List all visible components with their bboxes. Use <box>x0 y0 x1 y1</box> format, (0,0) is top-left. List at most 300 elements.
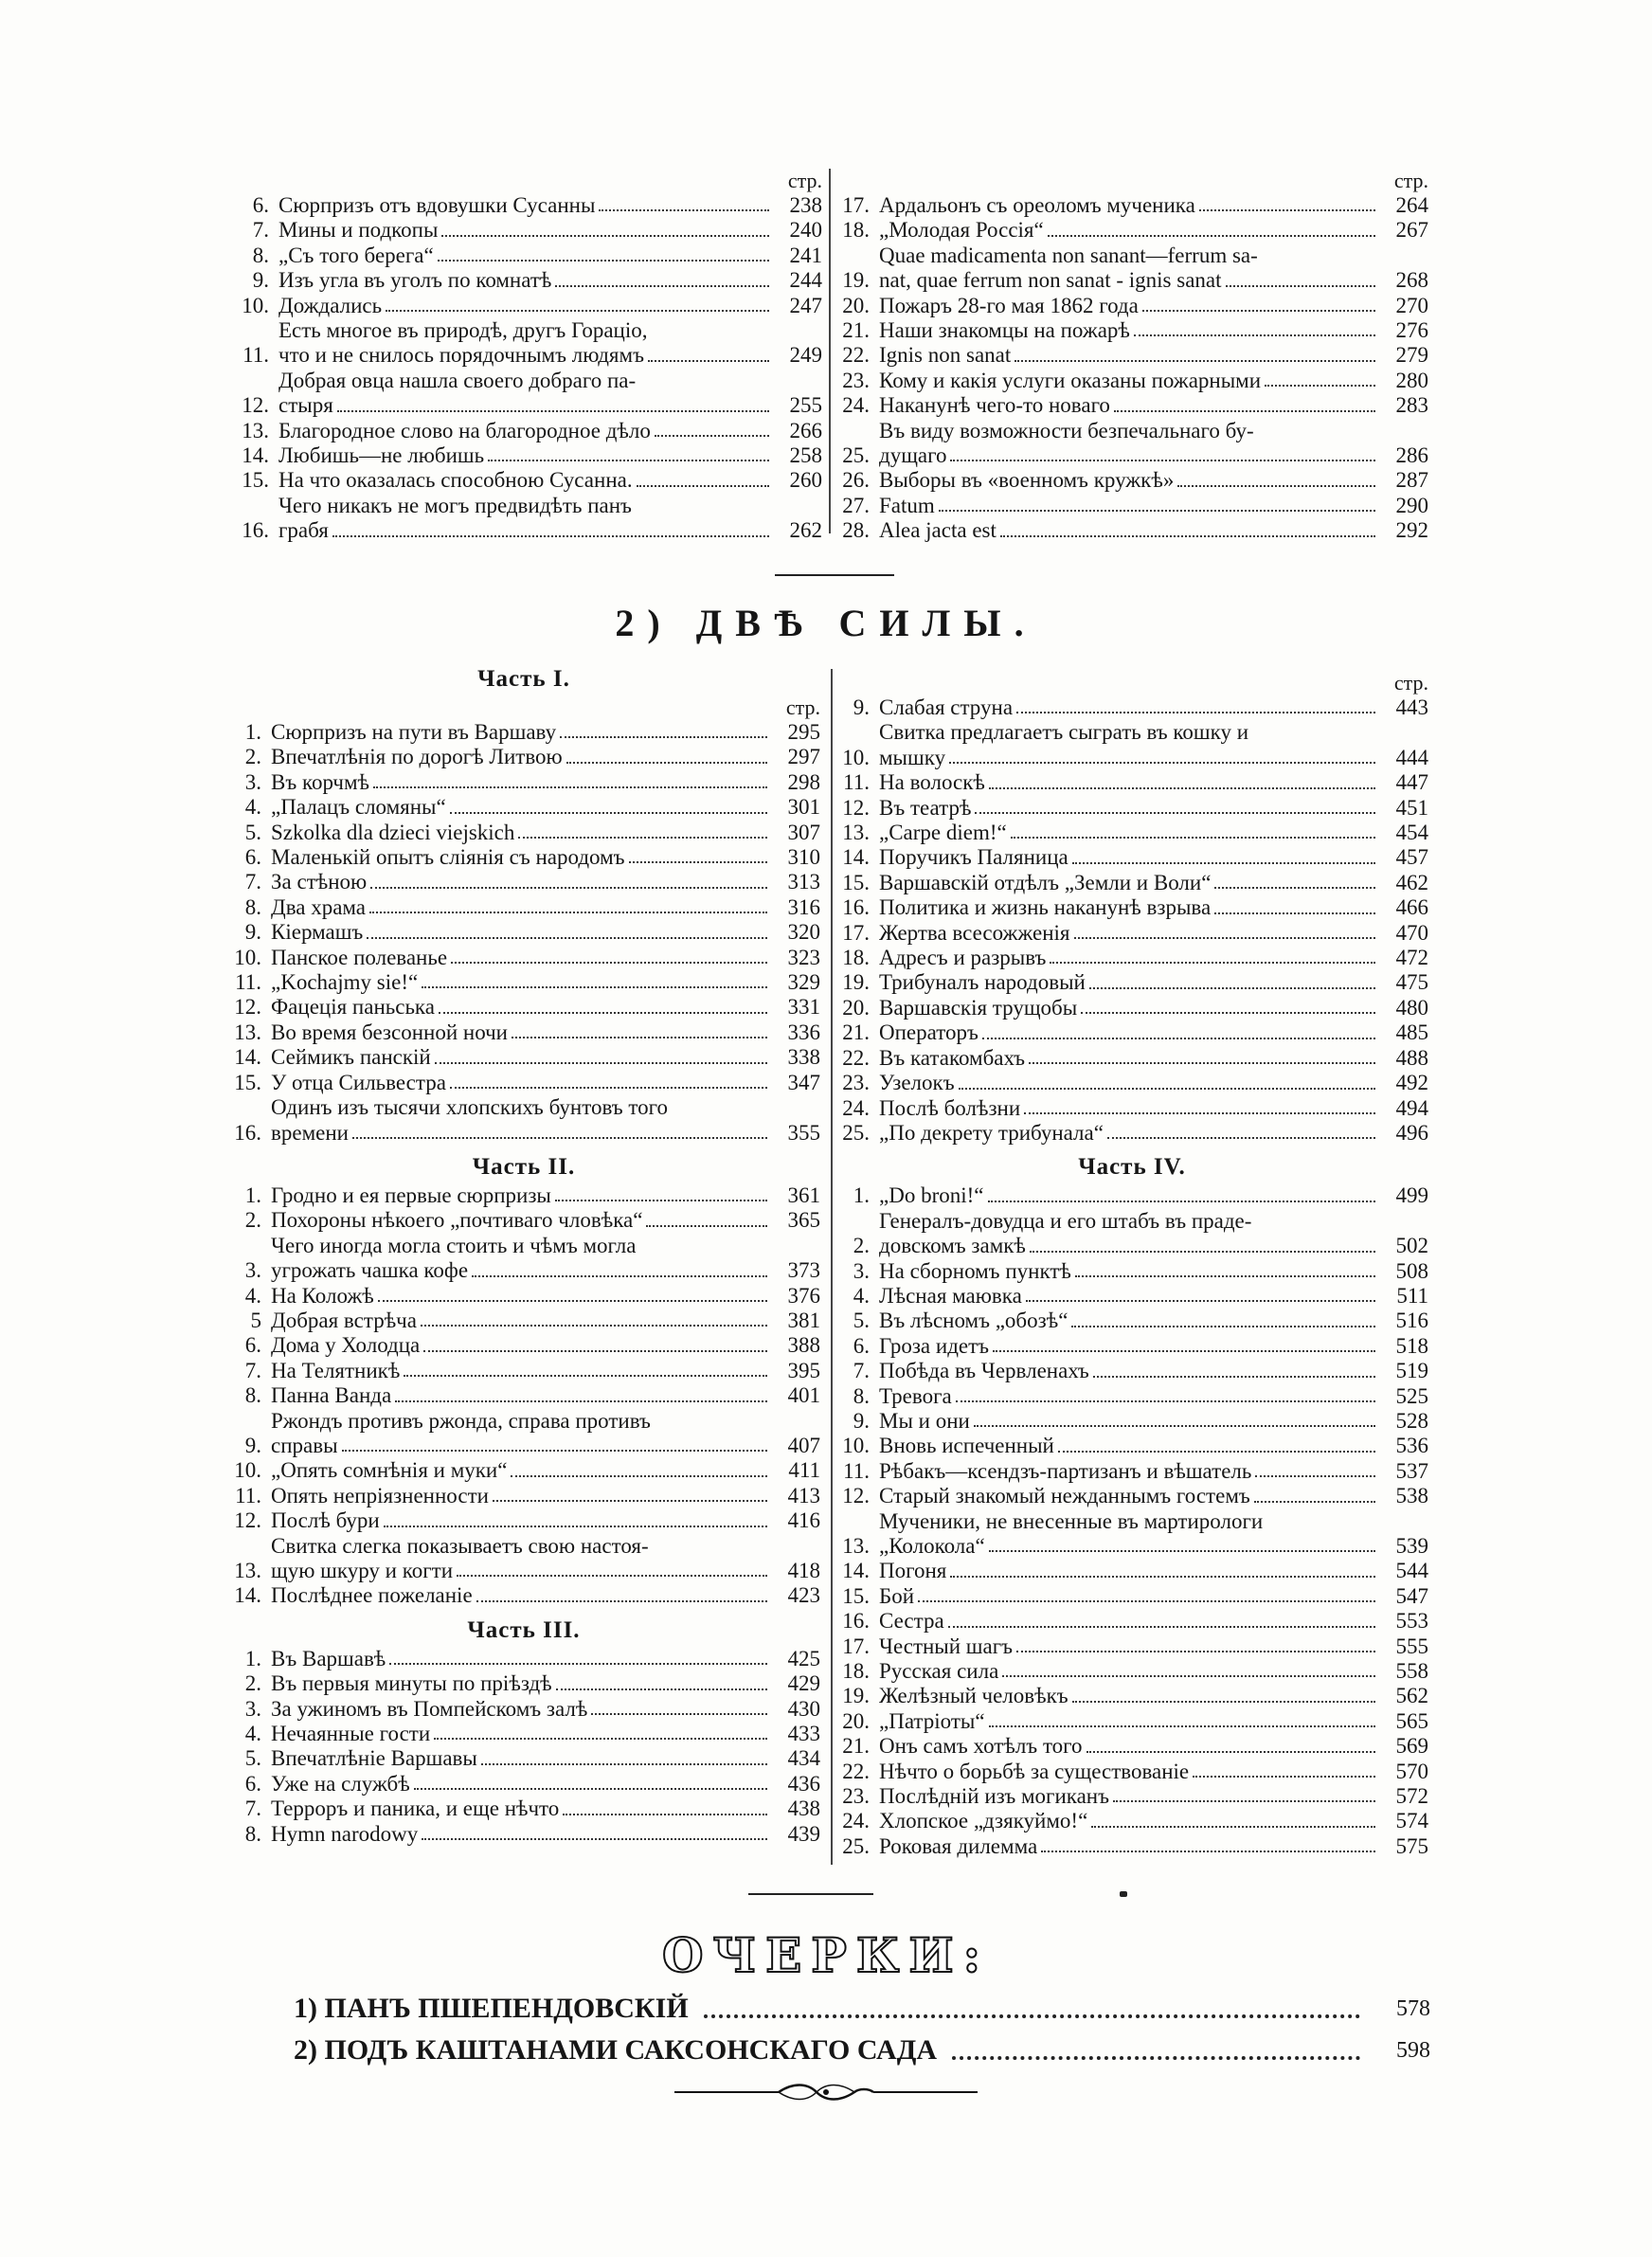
entry-title: Въ Варшавѣ <box>271 1646 386 1670</box>
entry-line <box>879 1559 1428 1583</box>
entry-page: 361 <box>787 1183 820 1207</box>
leader-dots <box>1024 1112 1375 1114</box>
toc-entry <box>835 1384 1428 1409</box>
entry-body <box>271 770 820 795</box>
toc-entry <box>227 1772 820 1797</box>
entry-line <box>271 821 820 845</box>
leader-dots <box>956 1400 1375 1402</box>
entry-number: 8. <box>252 243 269 267</box>
entry-body <box>271 1697 820 1722</box>
entry-title: Мученики, не внесенные въ мартирологи <box>879 1508 1264 1533</box>
entry-title: Fatum <box>879 493 935 517</box>
entry-line <box>879 970 1428 995</box>
entry-page: 298 <box>787 769 820 794</box>
leader-dots <box>563 1814 767 1815</box>
entry-line <box>879 1709 1428 1734</box>
leader-dots <box>1016 1651 1375 1652</box>
entry-title: Панское полеванье <box>271 945 448 969</box>
entry-title: Ардальонъ съ ореоломъ мученика <box>879 193 1195 217</box>
entry-page: 407 <box>787 1433 820 1457</box>
leader-dots <box>1058 1451 1375 1453</box>
entry-page: 279 <box>1395 343 1428 368</box>
entry-number: 10. <box>234 945 261 969</box>
entry-number: 27. <box>842 493 870 517</box>
entry-body <box>879 1809 1428 1833</box>
entry-title: угрожать чашка кофе <box>271 1258 469 1283</box>
toc-entry <box>835 468 1428 493</box>
entry-title: На что оказалась способною Сусанна. <box>278 468 633 493</box>
toc-entry <box>227 1583 820 1608</box>
leader-dots <box>704 2014 1360 2018</box>
entry-line <box>879 1584 1428 1609</box>
entry-body <box>879 1584 1428 1609</box>
toc-entry <box>227 745 820 769</box>
entry-number: 9. <box>853 695 870 719</box>
entry-number: 11. <box>843 1458 870 1483</box>
entry-title: Quae madicamenta non sanant—ferrum sa- <box>879 243 1258 267</box>
end-ornament <box>674 2081 978 2104</box>
entry-body <box>879 845 1428 870</box>
entry-title: Мины и подкопы <box>278 218 439 243</box>
entry-number: 8. <box>853 1383 870 1408</box>
entry-body <box>278 468 822 493</box>
leader-dots <box>918 1600 1375 1602</box>
entry-title: Фацецiя паньська <box>271 995 435 1020</box>
entry-line <box>879 1071 1428 1095</box>
entry-page: 423 <box>787 1583 820 1608</box>
toc-right-column <box>835 663 1428 1859</box>
entry-page: 429 <box>787 1671 820 1696</box>
toc-entry <box>835 1334 1428 1359</box>
entry-number: 14. <box>842 1559 870 1583</box>
entry-page: 418 <box>787 1559 820 1582</box>
toc-entry <box>227 1383 820 1408</box>
entry-body <box>879 1209 1428 1259</box>
entry-line <box>278 268 822 293</box>
toc-top-right-column <box>835 169 1428 544</box>
leader-dots <box>556 1688 767 1690</box>
entry-number: 8. <box>244 894 261 919</box>
entry-body <box>879 921 1428 946</box>
part-heading: Часть II. <box>472 1153 576 1180</box>
entry-body <box>271 1208 820 1233</box>
entry-number: 12. <box>842 1484 870 1508</box>
entry-body <box>271 870 820 894</box>
entry-title: „По декрету трибунала“ <box>879 1120 1104 1145</box>
entry-title: Наши знакомцы на пожарѣ <box>879 318 1130 343</box>
leader-dots <box>395 1400 767 1402</box>
entry-body <box>879 821 1428 845</box>
entry-number: 16. <box>242 518 269 543</box>
entry-page: 575 <box>1395 1833 1428 1858</box>
toc-entry <box>835 1434 1428 1458</box>
entry-page: 470 <box>1395 920 1428 945</box>
entry-title: Тревога <box>879 1383 952 1408</box>
entry-number: 9. <box>244 920 261 945</box>
toc-entry <box>227 1722 820 1746</box>
entry-title: Хлопское „дзякуймо!“ <box>879 1809 1088 1833</box>
entry-body <box>271 1458 820 1483</box>
entry-number: 25. <box>842 1833 870 1858</box>
entry-page: 438 <box>787 1797 820 1821</box>
entry-line <box>879 720 1428 745</box>
entry-line <box>879 443 1428 468</box>
entry-line <box>271 770 820 795</box>
entry-title: Въ театрѣ <box>879 795 972 820</box>
entry-body <box>271 895 820 920</box>
entry-page: 260 <box>789 468 822 493</box>
leader-dots <box>555 285 769 287</box>
entry-line <box>278 393 822 418</box>
entry-title: Пожаръ 28-го мая 1862 года <box>879 293 1139 317</box>
leader-dots <box>476 1600 767 1602</box>
entry-line <box>271 720 820 745</box>
part-1-list <box>227 720 820 1146</box>
leader-dots <box>1193 1776 1375 1778</box>
toc-top-left-column <box>235 169 822 544</box>
entry-title: Есть многое въ природѣ, другъ Горацiо, <box>278 318 648 343</box>
entry-page: 539 <box>1395 1534 1428 1558</box>
toc-entry <box>227 995 820 1020</box>
leader-dots <box>950 1576 1375 1578</box>
entry-body <box>879 393 1428 418</box>
entry-body <box>271 995 820 1020</box>
toc-entry <box>227 1045 820 1070</box>
entry-title: Адресъ и разрывъ <box>879 946 1047 970</box>
entry-body <box>271 1647 820 1671</box>
entry-line <box>271 1434 820 1458</box>
entry-title: что и не снилось порядочнымъ людямъ <box>278 343 644 368</box>
entry-line <box>879 1659 1428 1684</box>
entry-body <box>271 1020 820 1045</box>
leader-dots <box>367 937 767 939</box>
entry-line <box>879 244 1428 268</box>
toc-entry <box>227 795 820 820</box>
leader-dots <box>1134 334 1375 336</box>
entry-body <box>271 1183 820 1208</box>
leader-dots <box>1255 1475 1375 1477</box>
entry-body <box>271 1484 820 1508</box>
toc-entry <box>835 695 1428 720</box>
leader-dots <box>414 1788 767 1790</box>
toc-entry <box>227 1671 820 1696</box>
entry-body <box>879 1459 1428 1484</box>
entry-title: Свитка слегка показываетъ свою настоя- <box>271 1533 649 1558</box>
entry-title: Онъ самъ хотѣлъ того <box>879 1734 1083 1759</box>
entry-number: 20. <box>842 293 870 317</box>
entry-body <box>278 369 822 419</box>
leader-dots <box>1050 962 1375 964</box>
entry-title: Нечаянные гости <box>271 1722 431 1746</box>
toc-entry <box>227 946 820 970</box>
entry-line <box>879 1046 1428 1071</box>
entry-number: 16. <box>842 895 870 920</box>
entry-title: Свитка предлагаетъ сыграть въ кошку и <box>879 720 1249 745</box>
entry-body <box>879 1434 1428 1458</box>
leader-dots <box>518 837 767 839</box>
leader-dots <box>1265 385 1375 387</box>
entry-line <box>879 1409 1428 1434</box>
entry-number: 25. <box>842 1120 870 1145</box>
entry-number: 5. <box>853 1309 870 1333</box>
entry-title: Мы и они <box>879 1408 970 1433</box>
entry-page: 558 <box>1395 1659 1428 1684</box>
entry-page: 266 <box>789 418 822 442</box>
entry-title: Дождались <box>278 293 383 317</box>
entry-body <box>879 494 1428 518</box>
entry-number: 12. <box>234 995 261 1020</box>
entry-body <box>879 1684 1428 1708</box>
entry-page: 572 <box>1395 1784 1428 1809</box>
entry-body <box>271 1534 820 1584</box>
entry-number: 2. <box>853 1234 870 1258</box>
toc-entry <box>835 244 1428 294</box>
essay-title: 2) ПОДЪ КАШТАНАМИ САКСОНСКАГО САДА <box>294 2034 938 2066</box>
leader-dots <box>1041 1851 1375 1852</box>
entry-body <box>879 193 1428 218</box>
leader-dots <box>369 912 767 913</box>
entry-number: 16. <box>234 1120 261 1145</box>
toc-entry <box>235 218 822 243</box>
leader-dots <box>948 1626 1375 1628</box>
entry-page: 244 <box>789 268 822 293</box>
entry-line <box>879 1183 1428 1208</box>
leader-dots <box>959 1088 1375 1090</box>
entry-line <box>271 1559 820 1583</box>
toc-entry <box>227 845 820 870</box>
toc-entry <box>835 1709 1428 1734</box>
entry-number: 3. <box>244 1696 261 1721</box>
entry-page: 290 <box>1395 493 1428 517</box>
leader-dots <box>989 1550 1375 1552</box>
entry-number: 14. <box>842 845 870 870</box>
entry-body <box>271 821 820 845</box>
part-heading: Часть III. <box>467 1616 581 1643</box>
entry-title: Гродно и ея первые сюрпризы <box>271 1183 551 1207</box>
entry-title: Послѣ болѣзни <box>879 1095 1021 1120</box>
toc-entry <box>835 494 1428 518</box>
entry-body <box>879 695 1428 720</box>
entry-number: 7. <box>244 870 261 894</box>
entry-body <box>271 1333 820 1358</box>
entry-title: Послѣднiй изъ могиканъ <box>879 1784 1109 1809</box>
entry-line <box>879 1121 1428 1146</box>
column-divider <box>829 169 831 533</box>
entry-title: Русская сила <box>879 1659 999 1684</box>
leader-dots <box>555 1200 767 1201</box>
entry-page: 447 <box>1395 770 1428 795</box>
leader-dots <box>1214 887 1375 889</box>
entry-number: 20. <box>842 995 870 1020</box>
leader-dots <box>451 962 767 964</box>
leader-dots <box>1199 209 1375 211</box>
entry-title: Добрая встрѣча <box>271 1308 417 1332</box>
entry-line <box>879 1509 1428 1534</box>
entry-number: 13. <box>842 821 870 845</box>
entry-page: 338 <box>787 1045 820 1070</box>
entry-line <box>879 369 1428 393</box>
entry-title: Уже на службѣ <box>271 1771 410 1796</box>
entry-body <box>879 468 1428 493</box>
entry-body <box>879 369 1428 393</box>
entry-body <box>278 218 822 243</box>
entry-number: 6. <box>853 1333 870 1358</box>
toc-entry <box>835 1409 1428 1434</box>
separator-rule <box>775 574 894 576</box>
entry-line <box>879 218 1428 243</box>
toc-entry <box>227 1309 820 1333</box>
toc-entry <box>835 1209 1428 1259</box>
entry-title: Гроза идетъ <box>879 1333 990 1358</box>
entry-number: 15. <box>234 1070 261 1094</box>
entry-line <box>879 518 1428 543</box>
entry-line <box>271 1020 820 1045</box>
entry-title: На Коложѣ <box>271 1283 374 1308</box>
entry-body <box>879 1384 1428 1409</box>
entry-line <box>271 1772 820 1797</box>
leader-dots <box>989 787 1375 789</box>
leader-dots <box>1072 1701 1375 1703</box>
leader-dots <box>1214 912 1375 914</box>
entry-title: Добрая овца нашла своего добраго па- <box>278 368 637 392</box>
entry-title: Любишь—не любишь <box>278 443 485 468</box>
entry-page: 240 <box>789 218 822 243</box>
entry-body <box>879 720 1428 770</box>
entry-page: 295 <box>787 720 820 744</box>
entry-body <box>879 1020 1428 1045</box>
entry-title: Опять непрiязненности <box>271 1483 489 1508</box>
entry-body <box>879 1609 1428 1634</box>
entry-line <box>271 1484 820 1508</box>
entry-number: 12. <box>842 795 870 820</box>
leader-dots <box>421 1325 767 1327</box>
entry-line <box>879 1809 1428 1833</box>
toc-entry <box>227 1697 820 1722</box>
leader-dots <box>1015 360 1375 362</box>
entry-page: 536 <box>1395 1434 1428 1458</box>
entry-body <box>879 1121 1428 1146</box>
entry-page: 297 <box>787 745 820 769</box>
entry-title: Кiермашъ <box>271 920 364 945</box>
toc-entry <box>227 1208 820 1233</box>
entry-line <box>879 193 1428 218</box>
toc-entry <box>835 720 1428 770</box>
toc-entry <box>835 1459 1428 1484</box>
entry-line <box>271 1797 820 1821</box>
entry-number: 13. <box>234 1559 261 1582</box>
entry-body <box>879 1734 1428 1759</box>
leader-dots <box>989 1725 1375 1727</box>
entry-line <box>879 1234 1428 1258</box>
part-4-list <box>835 1183 1428 1859</box>
entry-page: 307 <box>787 820 820 844</box>
entry-page: 472 <box>1395 946 1428 970</box>
entry-line <box>879 343 1428 368</box>
entry-line <box>278 318 822 343</box>
entry-page: 411 <box>788 1458 820 1483</box>
leader-dots <box>450 812 767 814</box>
entry-title: Благородное слово на благородное дѣло <box>278 418 651 442</box>
entry-title: Изъ угла въ уголъ по комнатѣ <box>278 268 552 293</box>
entry-body <box>271 1284 820 1309</box>
toc-entry <box>835 1046 1428 1071</box>
leader-dots <box>646 1225 767 1227</box>
entry-line <box>271 1383 820 1408</box>
entry-number: 10. <box>842 1434 870 1458</box>
entry-body <box>271 1671 820 1696</box>
toc-entry <box>835 518 1428 543</box>
entry-line <box>879 268 1428 293</box>
toc-entry <box>227 1746 820 1771</box>
entry-title: Сюрпризъ отъ вдовушки Сусанны <box>278 193 596 217</box>
entry-line <box>879 821 1428 845</box>
entry-page: 444 <box>1395 745 1428 769</box>
entry-body <box>879 1046 1428 1071</box>
leader-dots <box>337 410 769 412</box>
entry-title: Hymn narodowy <box>271 1821 419 1846</box>
entry-number: 4. <box>244 1283 261 1308</box>
entry-line <box>271 946 820 970</box>
entry-number: 17. <box>842 1634 870 1658</box>
entry-title: довскомъ замкѣ <box>879 1234 1026 1258</box>
entry-page: 373 <box>787 1258 820 1283</box>
entry-page: 555 <box>1395 1634 1428 1658</box>
leader-dots <box>939 510 1375 512</box>
entry-title: Маленькiй опытъ слiянiя съ народомъ <box>271 845 625 870</box>
entry-line <box>271 1746 820 1771</box>
entry-title: времени <box>271 1120 349 1145</box>
page-column-label: стр. <box>787 169 822 192</box>
toc-entry <box>835 1634 1428 1659</box>
entry-line <box>271 995 820 1020</box>
entry-page: 565 <box>1395 1708 1428 1733</box>
toc-entry <box>835 845 1428 870</box>
leader-dots <box>599 209 769 211</box>
entry-line <box>879 1334 1428 1359</box>
part-3-cont-list <box>835 695 1428 1146</box>
leader-dots <box>439 1012 767 1014</box>
entry-number: 2. <box>244 745 261 769</box>
entry-number: 1. <box>244 720 261 744</box>
entry-line <box>271 1409 820 1434</box>
entry-line <box>278 494 822 518</box>
leader-dots <box>988 1201 1376 1202</box>
entry-title: Слабая струна <box>879 695 1014 719</box>
leader-dots <box>1081 1012 1375 1014</box>
leader-dots <box>1177 485 1375 487</box>
entry-title: Рѣбакъ—ксендзъ-партизанъ и вѣшатель <box>879 1458 1252 1483</box>
leader-dots <box>1074 937 1375 939</box>
part-3-list <box>227 1647 820 1847</box>
leader-dots <box>422 986 767 988</box>
entry-number: 6. <box>244 1333 261 1358</box>
entry-title: За ужиномъ въ Помпейскомъ залѣ <box>271 1696 588 1721</box>
entry-body <box>271 1095 820 1146</box>
entry-line <box>278 343 822 368</box>
entry-line <box>879 1634 1428 1659</box>
entry-line <box>271 1121 820 1146</box>
leader-dots <box>1091 1826 1375 1828</box>
leader-dots <box>1026 1300 1375 1302</box>
leader-dots <box>472 1275 767 1277</box>
entry-title: „Патрiоты“ <box>879 1708 985 1733</box>
entry-page: 388 <box>787 1333 820 1358</box>
entry-line <box>271 1458 820 1483</box>
entry-line <box>271 1095 820 1120</box>
entry-page: 331 <box>787 995 820 1020</box>
entry-line <box>271 1583 820 1608</box>
entry-body <box>879 1284 1428 1309</box>
